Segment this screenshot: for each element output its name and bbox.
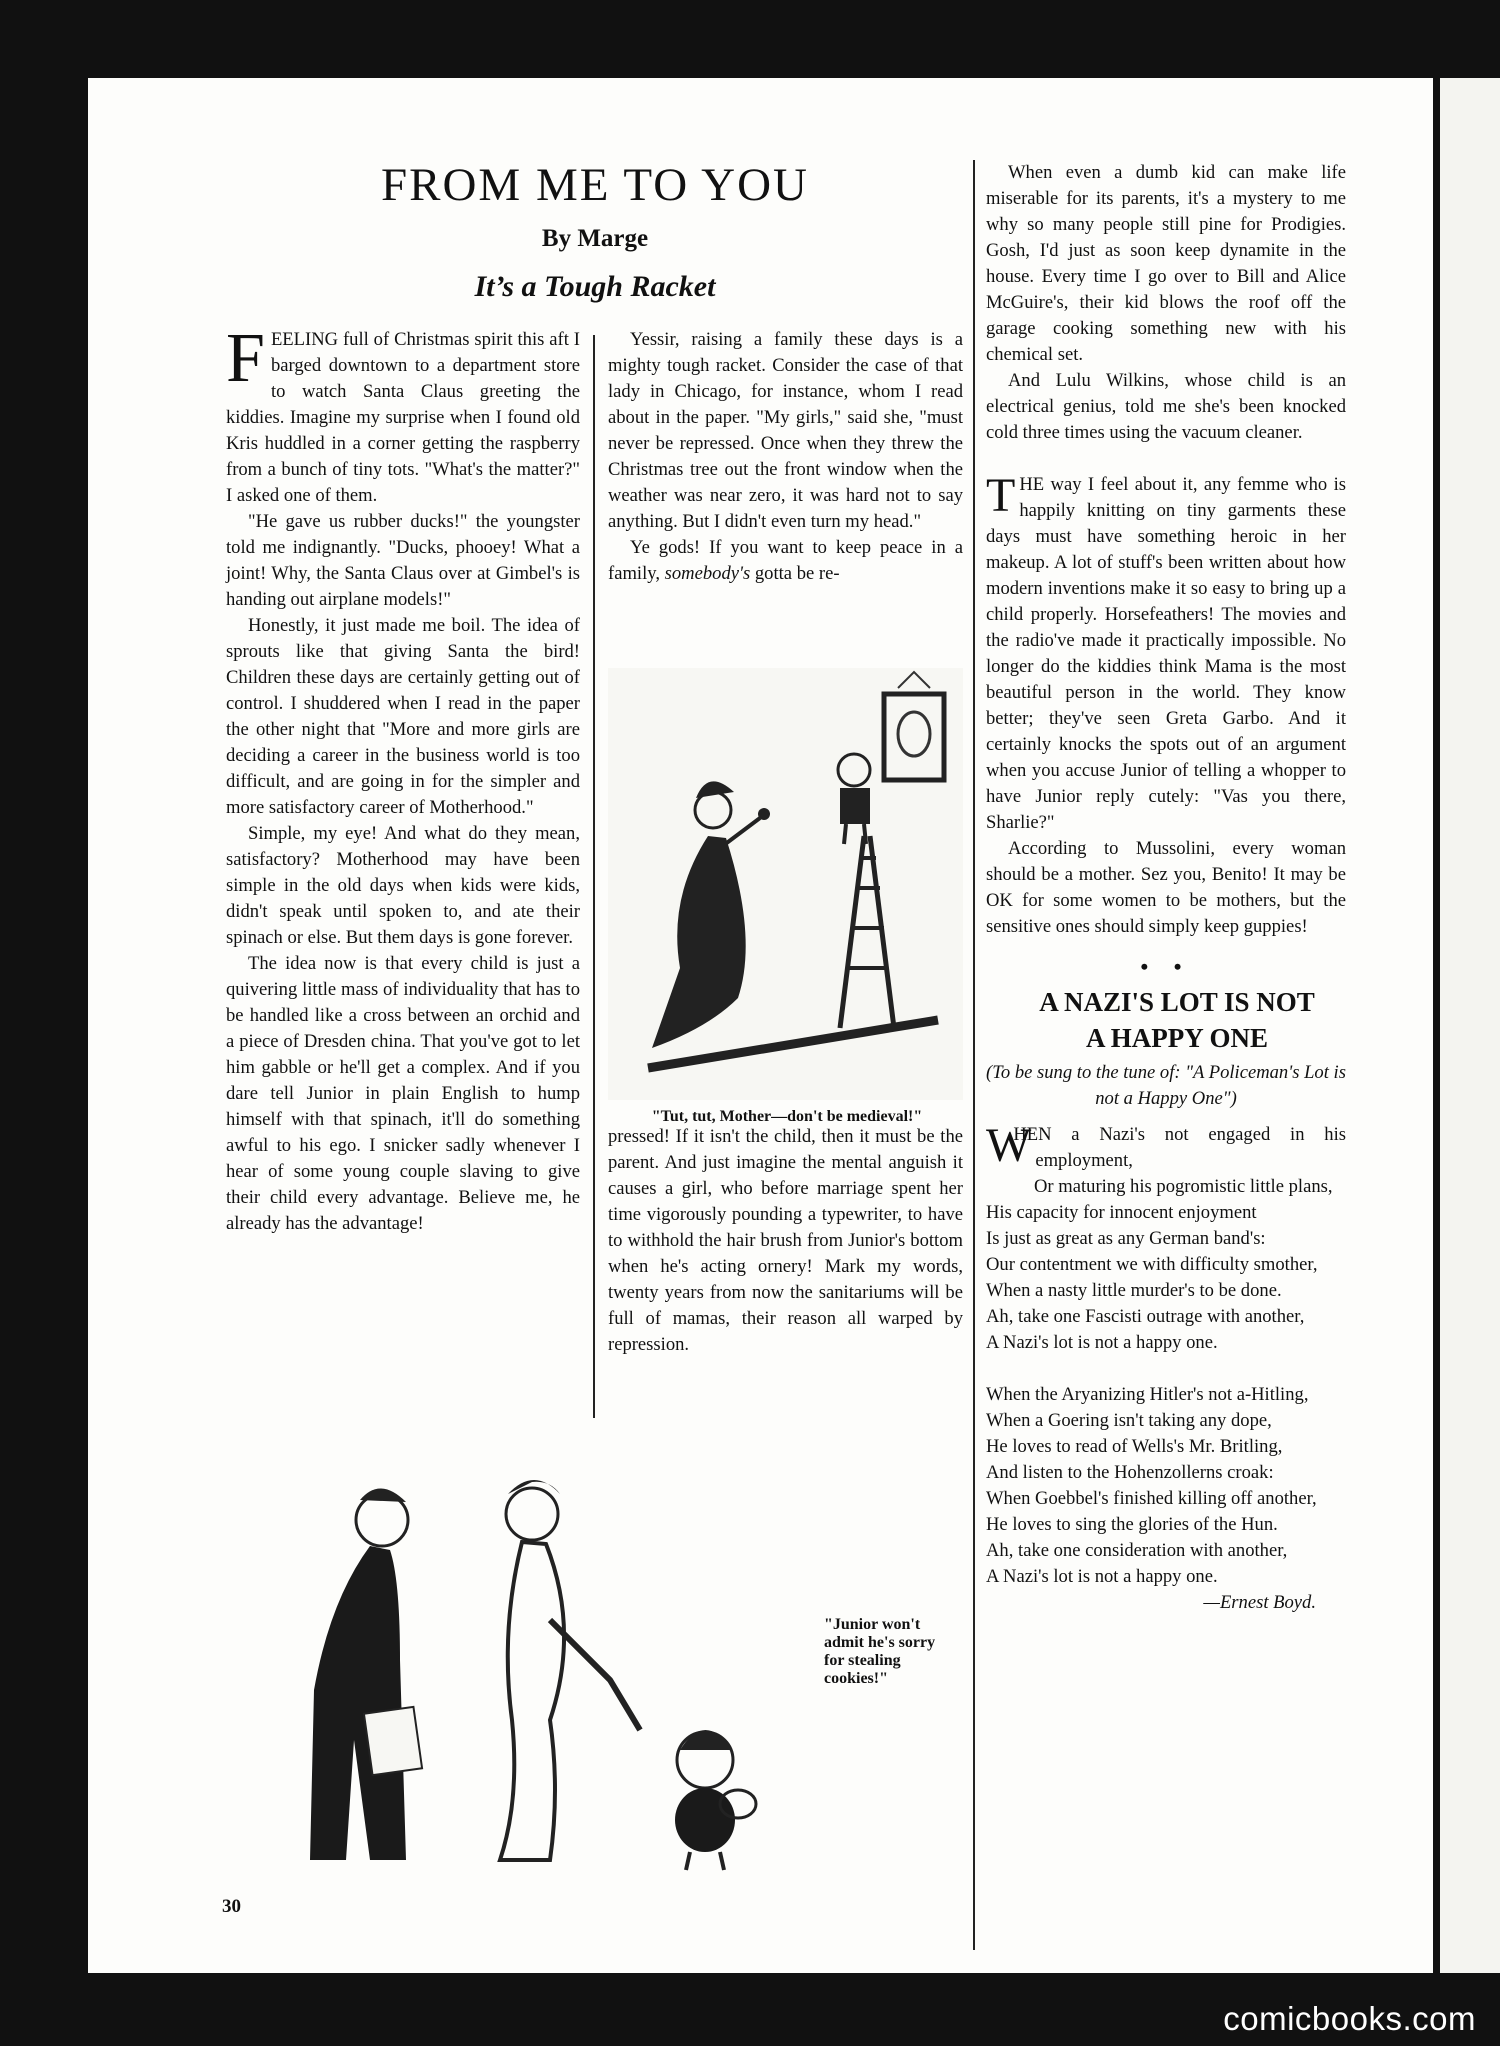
poem-line: And listen to the Hohenzollerns croak:: [986, 1462, 1274, 1483]
paragraph: Ye gods! If you want to keep peace in a family, somebody's gotta be re-: [608, 537, 963, 584]
article-subtitle: It’s a Tough Racket: [474, 270, 716, 303]
poem-line: A Nazi's lot is not a happy one.: [986, 1566, 1218, 1587]
poem-line: When a nasty little murder's to be done.: [986, 1280, 1282, 1301]
poem-line: He loves to sing the glories of the Hun.: [986, 1514, 1278, 1535]
paragraph: Simple, my eye! And what do they mean, satisfactory? Motherhood may have been simple in the old days when kids were kids, didn't speak until spoken to, and ate their spinach or else. But them days is gone forever.: [226, 823, 580, 948]
page-number: 30: [222, 1896, 241, 1917]
poem-line: When a Goering isn't taking any dope,: [986, 1410, 1272, 1431]
drop-cap: W: [986, 1119, 1032, 1172]
paragraph: "He gave us rubber ducks!" the youngster told me indignantly. "Ducks, phooey! What a joint! Why, the Santa Claus over at Gimbel's is handing out airplane models!": [226, 511, 580, 610]
article-title: FROM ME TO YOU: [380, 159, 809, 211]
poem-line: Ah, take one Fascisti outrage with another,: [986, 1306, 1305, 1327]
drop-cap: T: [986, 469, 1016, 522]
column-divider: [973, 160, 975, 1950]
text-column-2: [608, 327, 963, 587]
poem-title: A NAZI'S LOT IS NOT: [1039, 987, 1315, 1017]
paragraph: And Lulu Wilkins, whose child is an electrical genius, told me she's been knocked cold three times using the vacuum cleaner.: [986, 370, 1346, 443]
poem-line: His capacity for innocent enjoyment: [986, 1202, 1257, 1223]
poem-line: Or maturing his pogromistic little plans,: [1034, 1176, 1333, 1197]
text-column-1: [226, 320, 580, 1237]
text-column-3: [986, 160, 1346, 1616]
poem-line: Our contentment we with difficulty smother,: [986, 1254, 1318, 1275]
paragraph: THE way I feel about it, any femme who is happily knitting on tiny garments these days must have something heroic in her makeup. A lot of stuff's been written about how modern inventions make it so easy to bring up a child properly. Horsefeathers! The movies and the radio've made it practically impossible. No longer do the kiddies think Mama is the most beautiful person in the world. They know better; they've seen Greta Garbo. And it certainly knocks the spots out of an argument when you accuse Junior of telling a whopper to have Junior reply cutely: "Vas you there, Sharlie?": [986, 469, 1346, 833]
cartoon-caption: "Tut, tut, Mother—don't be medieval!": [651, 1108, 923, 1125]
poem-line: A Nazi's lot is not a happy one.: [986, 1332, 1218, 1353]
poem-line: W HEN a Nazi's not engaged in his employment,: [986, 1119, 1346, 1172]
facing-page-edge: [1440, 78, 1500, 1973]
father-icon: [356, 1494, 408, 1546]
paragraph: pressed! If it isn't the child, then it must be the parent. And just imagine the mental anguish it causes a girl, who before marriage spent her time vigorously pounding a typewriter, to have to withhold the hair brush from Junior's bottom when he's acting ornery! Mark my words, twenty years from now the sanitariums will be full of mamas, their reason all warped by repression.: [608, 1126, 963, 1355]
poem-line: He loves to read of Wells's Mr. Britling,: [986, 1436, 1283, 1457]
cartoon-mother-ladder: [608, 668, 963, 1100]
paragraph: Honestly, it just made me boil. The idea of sprouts like that giving Santa the bird! Children these days are certainly getting out of control. I shuddered when I read in the paper the other night that "More and more girls are deciding a career in the business world is too difficult, and are going in for the simpler and more satisfactory career of Motherhood.": [226, 615, 580, 818]
poem-line: When Goebbel's finished killing off another,: [986, 1488, 1317, 1509]
poem-line: Is just as great as any German band's:: [986, 1228, 1266, 1249]
cartoon-caption: "Junior won't admit he's sorry for stealing cookies!": [824, 1616, 936, 1687]
poem-line: Ah, take one consideration with another,: [986, 1540, 1288, 1561]
paragraph: The idea now is that every child is just a quivering little mass of individuality that has to be handled like a cross between an orchid and a piece of Dresden china. That you've got to let him gabble or he'll get a complex. And if you dare tell Junior in plain English to hump himself with that spinach, it'll do something awful to his ego. I snicker sadly whenever I hear of some young couple slaving to give their child every advantage. Believe me, he already has the advantage!: [226, 953, 580, 1234]
poem-signature: —Ernest Boyd.: [1203, 1592, 1316, 1613]
watermark: comicbooks.com: [1223, 2000, 1476, 2037]
poem-tune-note: (To be sung to the tune of: "A Policeman's Lot is not a Happy One"): [986, 1062, 1346, 1109]
text-column-2-continued: [608, 1124, 963, 1358]
drop-cap: F: [226, 320, 265, 397]
paragraph: When even a dumb kid can make life miserable for its parents, it's a mystery to me why so many people still pine for Prodigies. Gosh, I'd just as soon keep dynamite in the house. Every time I go over to Bill and Alice McGuire's, their kid blows the roof off the garage cooking something new with his chemical set.: [986, 162, 1346, 365]
paragraph: FEELING full of Christmas spirit this aft I barged downtown to a department store to watch Santa Claus greeting the kiddies. Imagine my surprise when I found old Kris huddled in a corner getting the raspberry from a bunch of tiny tots. "What's the matter?" I asked one of them.: [226, 320, 580, 506]
poem-body: [986, 1119, 1346, 1616]
cartoon-junior-cookies: [250, 1460, 810, 1880]
section-separator: • •: [1140, 954, 1192, 979]
poem-title: A HAPPY ONE: [1086, 1023, 1268, 1053]
hairbrush-icon: [758, 808, 770, 820]
mother-icon: [506, 1488, 558, 1540]
column-divider: [593, 335, 595, 1418]
article-byline: By Marge: [541, 225, 649, 252]
poem-line: When the Aryanizing Hitler's not a-Hitling,: [986, 1384, 1309, 1405]
paragraph: According to Mussolini, every woman should be a mother. Sez you, Benito! It may be OK for some women to be mothers, but the sensitive ones should simply keep guppies!: [986, 838, 1346, 937]
paragraph: Yessir, raising a family these days is a mighty tough racket. Consider the case of that lady in Chicago, for instance, whom I read about in the paper. "My girls," said she, "must never be repressed. Once when they threw the Christmas tree out the front window when the weather was near zero, it was hard not to say anything. But I didn't even turn my head.": [608, 329, 963, 532]
paper-icon: [364, 1707, 422, 1775]
